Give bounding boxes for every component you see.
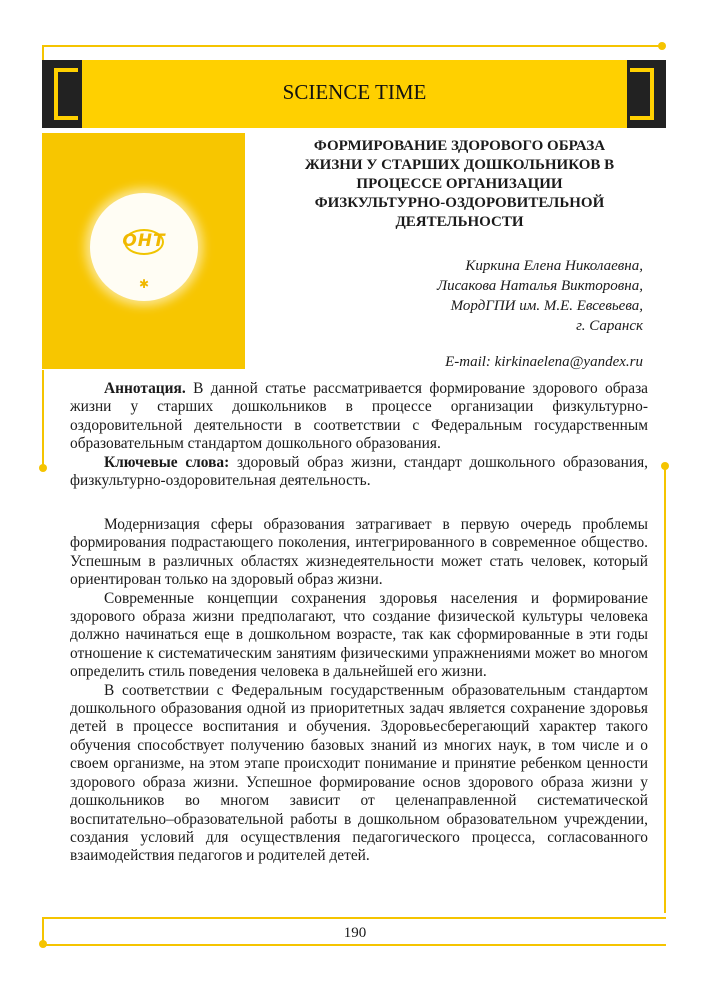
frame-top-line: [42, 45, 664, 47]
frame-bottom-line: [42, 917, 666, 919]
frame-right-line: [664, 468, 666, 913]
article-title-line: ЖИЗНИ У СТАРШИХ ДОШКОЛЬНИКОВ В: [304, 157, 615, 173]
abstract-text: В данной статье рассматривается формирование здорового образа жизни у старших дошкольников в процессе организации физкультурно-оздоровительной деятельности в соответствии с Федеральным государственным образовательным стандартом дошкольного образования.: [70, 380, 648, 453]
body-paragraph: Современные концепции сохранения здоровья населения и формирование здорового образа жизни предполагают, что создание физической культуры человека должно начинаться еще в дошкольном возрасте, так как сформированные в эти годы отношение к систематическим занятиям физическими упражнениями может во многом определить стиль поведения человека в дальнейшей его жизни.: [70, 589, 648, 681]
frame-dot-left-middle: [39, 464, 47, 472]
author-affiliation: МордГПИ им. М.Е. Евсевьева,: [450, 298, 643, 314]
keywords-paragraph: [70, 454, 648, 491]
article-title-line: ФОРМИРОВАНИЕ ЗДОРОВОГО ОБРАЗА: [313, 138, 606, 154]
article-title-line: ДЕЯТЕЛЬНОСТИ: [395, 214, 524, 230]
frame-left-line: [42, 370, 44, 470]
keywords-text: здоровый образ жизни, стандарт дошкольного образования, физкультурно-оздоровительная деятельность.: [70, 453, 649, 490]
abstract-section: [70, 380, 648, 490]
logo-text: ОНТ: [122, 231, 166, 251]
frame-dot-right-middle: [661, 462, 669, 470]
article-title: [262, 137, 657, 232]
journal-logo: [90, 193, 198, 301]
author-email: E-mail: kirkinaelena@yandex.ru: [445, 354, 643, 370]
article-title-line: ФИЗКУЛЬТУРНО-ОЗДОРОВИТЕЛЬНОЙ: [314, 195, 605, 211]
body-paragraph: Модернизация сферы образования затрагивает в первую очередь проблемы формирования подрастающего поколения, интегрированного в современное общество. Успешным в различных областях жизнедеятельности может стать человек, который ориентирован только на здоровый образ жизни.: [70, 516, 648, 589]
logo-star-icon: ✱: [138, 277, 150, 291]
frame-footer-line: [42, 944, 666, 946]
abstract-label: Аннотация.: [104, 380, 186, 397]
article-body: [70, 516, 648, 866]
header-bracket-left: [54, 68, 78, 120]
abstract-paragraph: [70, 380, 648, 454]
journal-title: SCIENCE TIME: [282, 80, 427, 104]
author-name: Лисакова Наталья Викторовна,: [437, 278, 643, 294]
body-paragraph: В соответствии с Федеральным государственным образовательным стандартом дошкольного образования одной из приоритетных задач является сохранение здоровья детей в процессе воспитания и обучения. Здоровьесберегающий характер такого обучения способствует получению базовых знаний из многих наук, в том числе и о своем организме, на этом этапе происходит понимание и принятие ребенком ценности здорового образа жизни. Успешное формирование основ здорового образа жизни у дошкольников во многом зависит от целенаправленной систематической воспитательно–образовательной работы в дошкольном образовательном учреждении, создания условий для осуществления педагогического процесса, согласованного взаимодействия педагогов и родителей детей.: [70, 681, 648, 865]
author-block: [330, 256, 643, 336]
frame-left-upper-line: [42, 45, 44, 60]
keywords-label: Ключевые слова:: [104, 453, 230, 471]
header-bracket-right: [630, 68, 654, 120]
article-title-line: ПРОЦЕССЕ ОРГАНИЗАЦИИ: [356, 176, 563, 192]
page-number: 190: [343, 925, 367, 941]
author-name: Киркина Елена Николаевна,: [465, 258, 643, 274]
logo-panel: [42, 133, 245, 369]
author-city: г. Саранск: [576, 318, 643, 334]
frame-dot-top-right: [658, 42, 666, 50]
